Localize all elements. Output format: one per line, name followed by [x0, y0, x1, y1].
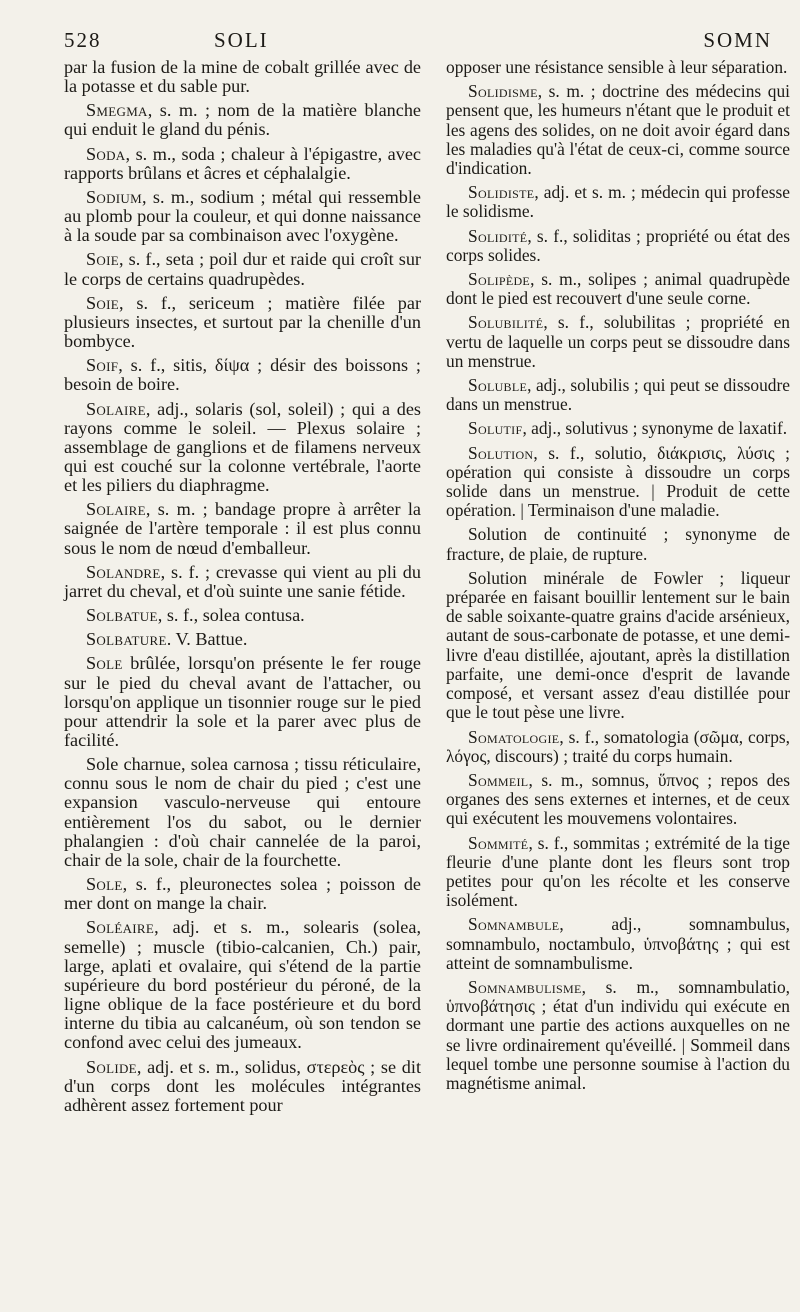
entry-definition: par la fusion de la mine de cobalt grillée avec de la potasse et du sable pur.: [64, 57, 421, 97]
entry-headword: Solaire: [86, 398, 146, 419]
dictionary-entry: [64, 563, 421, 601]
entry-definition: brûlée, lorsqu'on présente le fer rouge sur le pied du cheval avant de l'attacher, ou lorsqu'on applique un tisonnier rouge sur le pied pour attendrir la sole et la parer avec plus de facilité.: [64, 653, 421, 750]
entry-definition: , s. m., soda ; chaleur à l'épigastre, avec rapports brûlans et âcres et céphalalgie.: [64, 143, 421, 183]
entry-headword: Solidité: [468, 225, 528, 246]
dictionary-entry: [64, 188, 421, 245]
entry-headword: Somnambulisme: [468, 976, 582, 997]
entry-definition: Solution de continuité ; synonyme de fracture, de plaie, de rupture.: [446, 524, 790, 564]
dictionary-entry: [64, 250, 421, 288]
dictionary-entry: [446, 771, 790, 829]
entry-definition: opposer une résistance sensible à leur séparation.: [446, 57, 788, 77]
dictionary-entry: [64, 58, 421, 96]
entry-definition: , s. m., somnus, ὕπνος ; repos des organes des sens externes et internes, et de ceux qui exécutent les mouvemens volontaires.: [446, 769, 790, 829]
dictionary-entry: [64, 1058, 421, 1115]
dictionary-entry: [446, 270, 790, 308]
dictionary-entry: [64, 918, 421, 1052]
dictionary-entry: [64, 500, 421, 557]
entry-definition: , adj., solaris (sol, soleil) ; qui a des rayons comme le soleil. — Plexus solaire ; assemblage de ganglions et de filamens nerveux qui est couché sur la colonne vertébrale, l'aorte et les piliers du diaphragme.: [64, 398, 421, 496]
left-column: [64, 58, 421, 1120]
entry-headword: Solidiste: [468, 182, 535, 203]
guideword-right: SOMN: [703, 28, 772, 52]
dictionary-entry: [64, 294, 421, 351]
dictionary-entry: [64, 606, 421, 625]
dictionary-entry: [64, 630, 421, 649]
dictionary-entry: [446, 376, 790, 414]
right-column: [446, 58, 790, 1098]
entry-definition: , s. f., solutio, διάκρισις, λύσις ; opération qui consiste à dissoudre un corps solide dans un menstrue. | Produit de cette opération. | Terminaison d'une maladie.: [446, 442, 790, 521]
entry-definition: , adj., somnambulus, somnambulo, noctambulo, ὑπνοβάτης ; qui est atteint de somnambulisme.: [446, 914, 790, 973]
entry-definition: , s. m., solipes ; animal quadrupède dont le pied est recouvert d'une seule corne.: [446, 269, 790, 309]
entry-definition: , s. f., seta ; poil dur et raide qui croît sur le corps de certains quadrupèdes.: [64, 249, 421, 289]
entry-definition: , s. f., pleuronectes solea ; poisson de mer dont on mange la chair.: [64, 874, 421, 914]
entry-headword: Soif: [86, 355, 119, 376]
entry-definition: , s. f., somatologia (σῶμα, corps, λόγος, discours) ; traité du corps humain.: [446, 726, 790, 766]
entry-headword: Solide: [86, 1056, 137, 1077]
dictionary-entry: [446, 444, 790, 521]
entry-definition: , s. m., sodium ; métal qui ressemble au plomb pour la couleur, et qui donne naissance à la soude par sa combinaison avec l'oxygène.: [64, 186, 421, 246]
dictionary-entry: [446, 728, 790, 766]
entry-definition: , adj., solubilis ; qui peut se dissoudre dans un menstrue.: [446, 375, 790, 415]
entry-headword: Soléaire: [86, 917, 155, 938]
dictionary-entry: [446, 227, 790, 265]
dictionary-entry: [64, 755, 421, 870]
entry-headword: Somatologie: [468, 726, 560, 747]
entry-headword: Soda: [86, 143, 126, 164]
entry-definition: . V. Battue.: [166, 629, 248, 650]
entry-headword: Solandre: [86, 561, 161, 582]
entry-definition: Sole charnue, solea carnosa ; tissu réticulaire, connu sous le nom de chair du pied ; c'est une expansion vasculo-nerveuse qui entoure entièrement l'os du sabot, ou le dernier phalangien : d'où chair cannelée de la paroi, chair de la sole, chair de la fourchette.: [64, 754, 421, 870]
dictionary-entry: [64, 875, 421, 913]
entry-headword: Solbature: [86, 629, 167, 650]
entry-headword: Sole: [86, 653, 123, 674]
entry-definition: , s. f., soliditas ; propriété ou état des corps solides.: [446, 225, 790, 265]
entry-definition: , adj. et s. m., solidus, στερεὸς ; se dit d'un corps dont les molécules intégrantes adhèrent assez fortement pour: [64, 1056, 421, 1115]
dictionary-entry: [64, 101, 421, 139]
dictionary-entry: [446, 183, 790, 221]
entry-headword: Solipède: [468, 269, 531, 290]
entry-definition: , s. f. ; crevasse qui vient au pli du jarret du cheval, et d'où suinte une sanie fétide.: [64, 561, 421, 601]
entry-definition: Solution minérale de Fowler ; liqueur préparée en faisant bouillir lentement sur le bain de sable soixante-quatre grains d'acide arsénieux, autant de sous-carbonate de potasse, et une demi-livre d'eau distillée, ajoutant, après la distillation parfaite, une demi-once d'esprit de lavande composé, et versant assez d'eau distillée pour que le tout pèse une livre.: [446, 567, 790, 723]
entry-headword: Solution: [468, 442, 534, 463]
entry-headword: Sommeil: [468, 769, 529, 790]
entry-definition: , s. f., sommitas ; extrémité de la tige fleurie d'une plante dont les fleurs sont trop petites pour qu'on les récolte et les conserve isolément.: [446, 832, 790, 911]
entry-headword: Somnambule: [468, 914, 560, 935]
entry-headword: Solbatue: [86, 605, 158, 626]
entry-definition: , s. f., sericeum ; matière filée par plusieurs insectes, et surtout par la chenille d'un bombyce.: [64, 292, 421, 352]
entry-definition: , s. f., solea contusa.: [157, 605, 305, 626]
running-header: [64, 28, 780, 56]
dictionary-entry: [446, 313, 790, 371]
entry-headword: Solubilité: [468, 312, 544, 333]
dictionary-entry: [64, 356, 421, 394]
entry-headword: Solutif: [468, 418, 523, 439]
dictionary-entry: [64, 654, 421, 750]
entry-definition: , adj., solutivus ; synonyme de laxatif.: [522, 418, 788, 439]
dictionary-entry: [446, 525, 790, 563]
entry-definition: , adj. et s. m. ; médecin qui professe le solidisme.: [446, 182, 790, 222]
entry-definition: , s. m. ; bandage propre à arrêter la saignée de l'artère temporale : il est plus connu sous le nom de nœud d'emballeur.: [64, 499, 421, 558]
dictionary-entry: [446, 915, 790, 973]
entry-definition: , s. f., sitis, δίψα ; désir des boissons ; besoin de boire.: [64, 355, 421, 395]
entry-definition: , s. f., solubilitas ; propriété en vertu de laquelle un corps peut se dissoudre dans un menstrue.: [446, 312, 790, 371]
dictionary-entry: [446, 834, 790, 911]
entry-headword: Smegma: [86, 100, 148, 121]
entry-definition: , adj. et s. m., solearis (solea, semelle) ; muscle (tibio-calcanien, Ch.) pair, large, aplati et ovalaire, qui s'étend de la partie supérieure du bord postérieur du péroné, de la ligne oblique de la face postérieure et du bord interne du tibia au calcanéum, où son tendon se confond avec celui des jumeaux.: [64, 917, 421, 1053]
guideword-left: SOLI: [214, 28, 269, 52]
entry-headword: Sommité: [468, 832, 529, 853]
entry-headword: Solidisme: [468, 81, 538, 102]
entry-headword: Soluble: [468, 375, 528, 396]
entry-definition: , s. m., somnambulatio, ὑπνοβάτησις ; état d'un individu qui exécute en dormant une partie des actions auxquelles on ne se livre ordinairement qu'éveillé. | Sommeil dans lequel tombe une personne soumise à l'action du magnétisme animal.: [446, 976, 790, 1093]
dictionary-entry: [446, 82, 790, 178]
entry-headword: Solaire: [86, 499, 146, 520]
dictionary-entry: [64, 400, 421, 496]
dictionary-entry: [446, 569, 790, 723]
entry-headword: Sodium: [86, 186, 142, 207]
dictionary-entry: [446, 58, 790, 77]
dictionary-entry: [446, 419, 790, 438]
entry-headword: Sole: [86, 874, 123, 895]
entry-headword: Soie: [86, 292, 119, 313]
page-number: 528: [64, 28, 102, 52]
dictionary-entry: [446, 978, 790, 1093]
entry-headword: Soie: [86, 249, 119, 270]
entry-definition: , s. m. ; doctrine des médecins qui pensent que, les humeurs n'étant que le produit et les agens des solides, on ne doit avoir égard dans les maladies qu'à l'état de ceux-ci, comme source d'indication.: [446, 81, 790, 179]
dictionary-entry: [64, 145, 421, 183]
entry-definition: , s. m. ; nom de la matière blanche qui enduit le gland du pénis.: [64, 100, 421, 140]
